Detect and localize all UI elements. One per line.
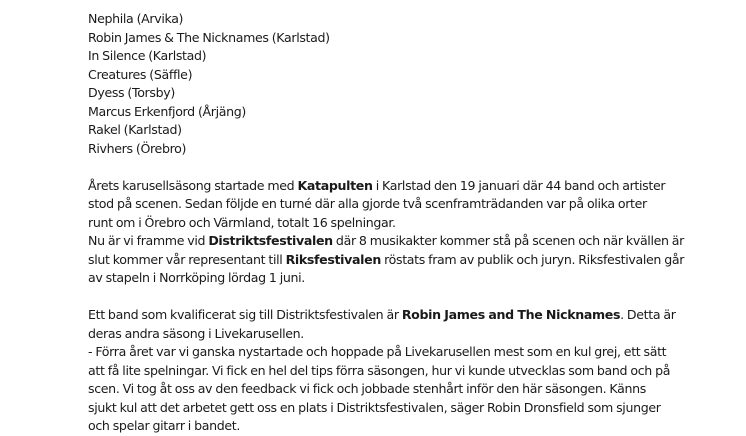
paragraph-line: av stapeln i Norrköping lördag 1 juni. [88,270,305,285]
paragraph-line: deras andra säsong i Livekarusellen. [88,325,304,341]
paragraph-spacer [88,158,688,177]
paragraph-line: Ett band som kvalificerat sig till Distriktsfestivalen är Robin James and The Nicknames. Detta är [88,307,676,322]
paragraph-band-feature [88,306,688,436]
paragraph-line: - Förra året var vi ganska nystartade och hoppade på Livekarusellen mest som en kul grej, ett sätt [88,344,667,359]
band-list-item: Marcus Erkenfjord (Årjäng) [88,103,246,119]
band-list [88,10,688,158]
riksfestivalen-bold: Riksfestivalen [285,251,381,267]
katapulten-bold: Katapulten [297,177,373,193]
band-list-item: Nephila (Arvika) [88,11,184,26]
band-list-item: Dyess (Torsby) [88,85,175,100]
band-list-item: Creatures (Säffle) [88,66,193,82]
paragraph-line: att få lite spelningar. Vi fick en hel del tips förra säsongen, hur vi kunde utvecklas som band och på [88,362,671,378]
paragraph-line: sjukt kul att det arbetet gett oss en plats i Distriktsfestivalen, säger Robin Dronsfield som sjunger [88,399,661,415]
paragraph-line: stod på scenen. Sedan följde en turné där alla gjorde två scenframträdanden var på olika orter [88,196,647,211]
paragraph-line: runt om i Örebro och Värmland, totalt 16 spelningar. [88,214,396,230]
paragraph-line: slut kommer vår representant till Riksfestivalen röstats fram av publik och juryn. Riksfestivalen går [88,251,685,267]
paragraph-season-intro [88,177,688,288]
band-list-item: In Silence (Karlstad) [88,48,207,63]
band-name-bold: Robin James and The Nicknames [401,307,621,322]
distriktsfestivalen-bold: Distriktsfestivalen [208,233,333,248]
paragraph-spacer [88,288,688,307]
band-list-item: Rakel (Karlstad) [88,122,182,137]
band-list-item: Robin James & The Nicknames (Karlstad) [88,29,330,45]
paragraph-line: scen. Vi tog åt oss av den feedback vi fick och jobbade stenhårt inför den här säsongen. Känns [88,381,646,396]
paragraph-line: och spelar gitarr i bandet. [88,418,241,433]
band-list-item: Rivhers (Örebro) [88,140,187,156]
document-body [88,10,688,436]
paragraph-line: Nu är vi framme vid Distriktsfestivalen där 8 musikakter kommer stå på scenen och när kvällen är [88,233,684,248]
paragraph-line: Årets karusellsäsong startade med Katapulten i Karlstad den 19 januari där 44 band och artister [88,177,666,193]
